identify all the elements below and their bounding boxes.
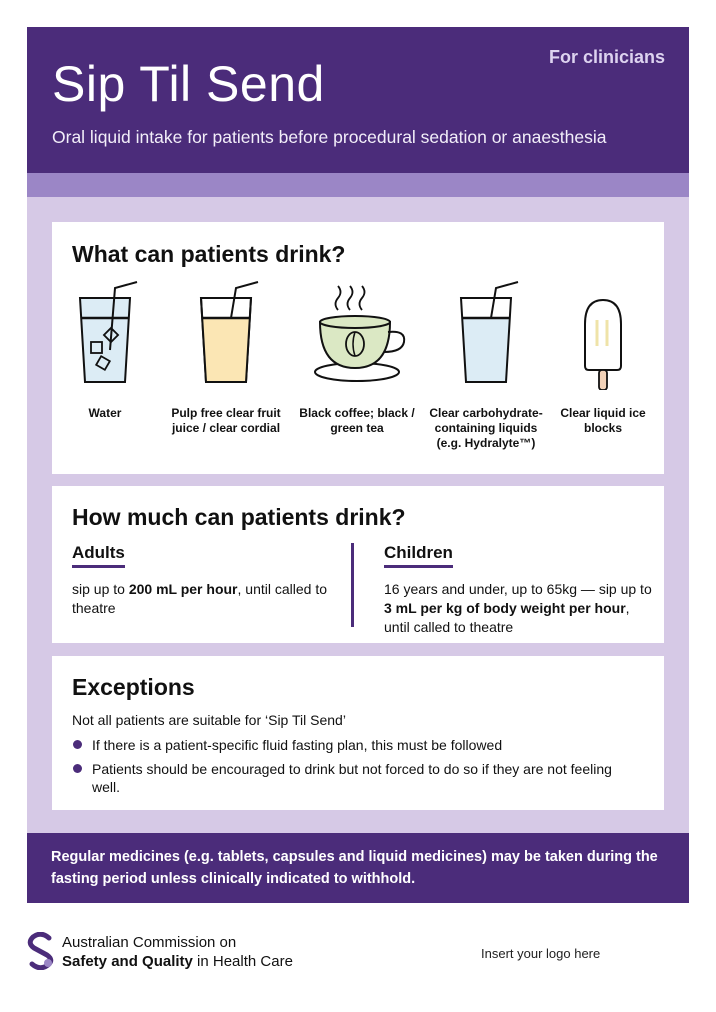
children-section [384,543,654,637]
children-title: Children [384,543,453,568]
ice-block-icon [563,280,643,390]
list-item: If there is a patient-specific fluid fasting plan, this must be followed [72,736,632,754]
drink-item-water [45,280,165,421]
adults-title: Adults [72,543,125,568]
adults-section [72,543,342,618]
drink-item-ice-block [543,280,663,436]
drink-label: Pulp free clear fruit juice / clear cordial [171,406,281,435]
drink-item-coffee [297,280,417,436]
bullet-icon [73,764,82,773]
drink-label: Black coffee; black / green tea [299,406,415,435]
amount-card [52,486,664,643]
page-title: Sip Til Send [52,56,325,112]
amount-heading: How much can patients drink? [72,504,406,530]
juice-glass-icon [186,280,266,390]
coffee-cup-icon [302,280,412,390]
carbohydrate-drink-icon [446,280,526,390]
drink-label: Water [88,406,122,420]
accent-band [27,173,689,197]
exceptions-heading: Exceptions [72,674,195,700]
page-subtitle: Oral liquid intake for patients before procedural sedation or anaesthesia [52,127,607,147]
drink-item-carbohydrate [426,280,546,451]
column-divider [351,543,354,627]
bullet-icon [73,740,82,749]
drink-label: Clear carbohydrate-containing liquids (e.g. Hydralyte™) [429,406,543,450]
drinks-heading: What can patients drink? [72,241,346,267]
children-text: 16 years and under, up to 65kg — sip up to 3 mL per kg of body weight per hour, until called to theatre [384,581,652,635]
exceptions-intro: Not all patients are suitable for ‘Sip Til Send’ [72,712,346,728]
header-banner [27,27,689,173]
exceptions-card [52,656,664,810]
drinks-card [52,222,664,474]
commission-name: Australian Commission on Safety and Quality in Health Care [62,934,293,970]
commission-logo-icon [27,932,55,970]
list-item: Patients should be encouraged to drink but not forced to do so if they are not feeling well. [72,760,632,796]
drink-label: Clear liquid ice blocks [560,406,646,435]
adults-text: sip up to 200 mL per hour, until called to theatre [72,581,327,616]
insert-logo-placeholder: Insert your logo here [481,946,601,961]
medicines-note: Regular medicines (e.g. tablets, capsules and liquid medicines) may be taken during the fasting period unless clinically indicated to withhold. [27,833,689,903]
drink-item-juice [166,280,286,436]
audience-tag: For clinicians [548,47,665,67]
water-glass-icon [65,280,145,390]
